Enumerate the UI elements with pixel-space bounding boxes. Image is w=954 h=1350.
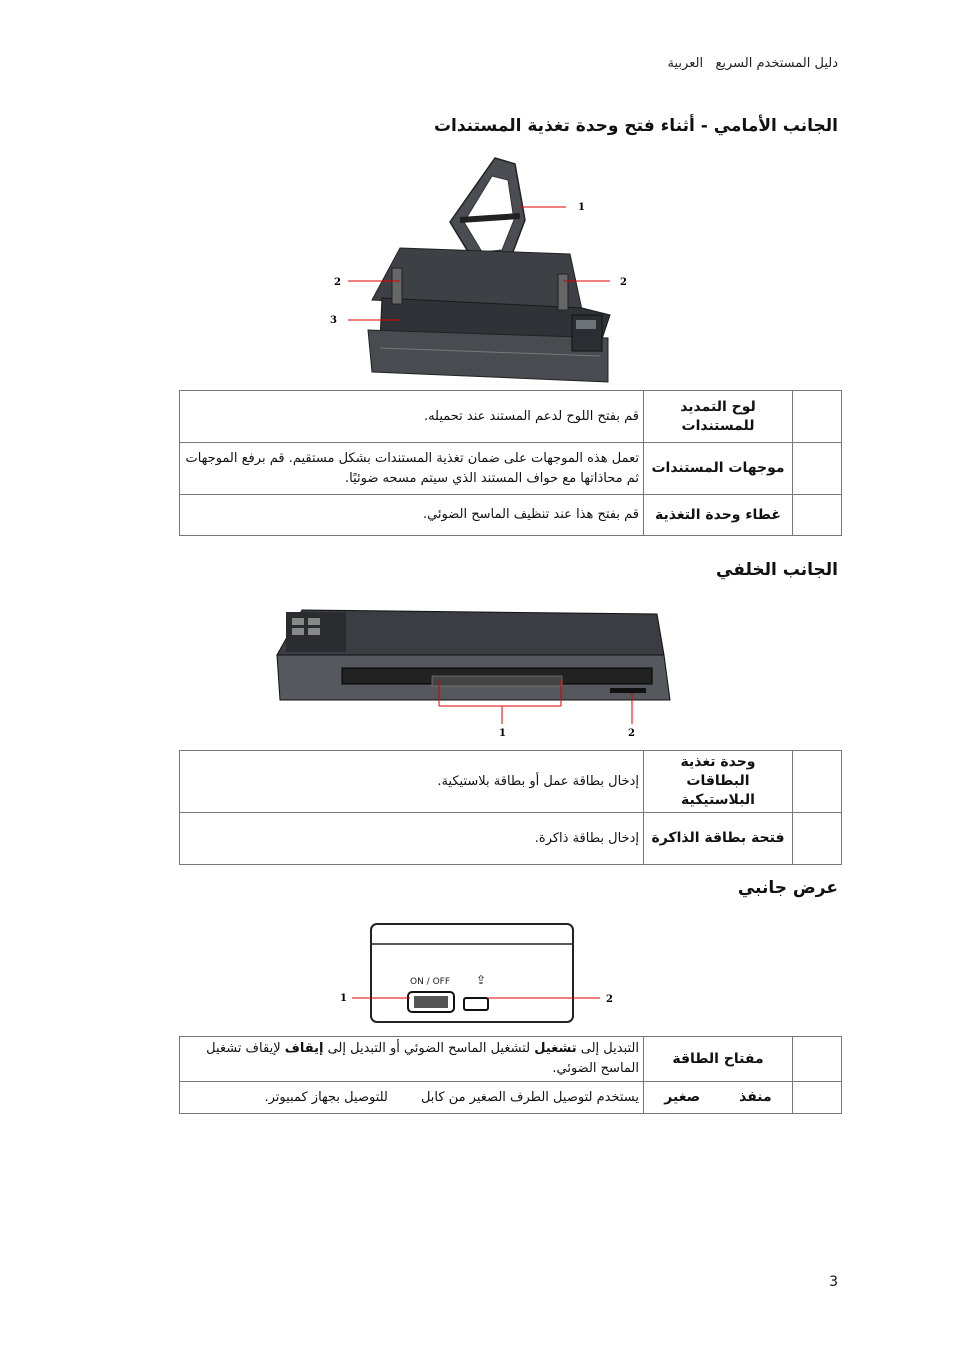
row-blank-cell [793,391,842,443]
table-row [180,443,842,495]
row-blank-cell [793,751,842,813]
table-row [180,1037,842,1082]
section-title-back: الجانب الخلفي [716,560,838,580]
usb-symbol-icon: ⇪ [476,973,487,987]
row-term: وحدة تغذية البطاقات البلاستيكية [644,751,793,813]
power-switch-label: ON / OFF [410,977,451,987]
row-description: قم بفتح اللوح لدعم المستند عند تحميله. [180,391,644,443]
row-blank-cell [793,1082,842,1114]
callout-1-extension: 1 [578,202,585,213]
table-row [180,495,842,536]
table-row [180,813,842,865]
desc-suffix: لإيقاف تشغيل الماسح الضوئي. [206,1041,639,1076]
page-number: 3 [829,1274,838,1290]
row-blank-cell [793,1037,842,1082]
section-title-front: الجانب الأمامي - أثناء فتح وحدة تغذية المستندات [433,116,838,136]
callout-3-cover: 3 [330,315,337,326]
row-term: غطاء وحدة التغذية [644,495,793,536]
table-row [180,1082,842,1114]
callout-2-right-guide: 2 [620,277,627,288]
desc-off: إيقاف [284,1041,324,1056]
callout-1-card-feeder: 1 [499,728,506,739]
row-blank-cell [793,443,842,495]
row-description: إدخال بطاقة ذاكرة. [180,813,644,865]
scanner-front-illustration [320,150,640,390]
section-title-side: عرض جانبي [737,878,838,898]
desc-mid: لتشغيل الماسح الضوئي أو التبديل إلى [323,1041,535,1056]
row-term: لوح التمديد للمستندات [644,391,793,443]
row-description: إدخال بطاقة عمل أو بطاقة بلاستيكية. [180,751,644,813]
desc-prefix: التبديل إلى [576,1041,639,1056]
back-parts-table [179,750,842,865]
front-parts-table [179,390,842,536]
row-description: يستخدم لتوصيل الطرف الصغير من كابل للتوصيل بجهاز كمبيوتر. [180,1082,644,1114]
row-term: منفذ صغير [644,1082,793,1114]
side-parts-table [179,1036,842,1114]
table-row [180,391,842,443]
desc-on: تشغيل [534,1041,577,1056]
callout-2-left-guide: 2 [334,277,341,288]
scanner-side-illustration [330,918,630,1028]
row-term: مفتاح الطاقة [644,1037,793,1082]
running-header: دليل المستخدم السريع العربية [667,56,838,71]
row-description: قم بفتح هذا عند تنظيف الماسح الضوئي. [180,495,644,536]
callout-2-usb-port: 2 [606,994,613,1005]
row-term: موجهات المستندات [644,443,793,495]
callout-2-memory-slot: 2 [628,728,635,739]
row-description [180,1037,644,1082]
row-term: فتحة بطاقة الذاكرة [644,813,793,865]
table-row [180,751,842,813]
scanner-back-illustration [272,600,682,745]
callout-1-power-switch: 1 [340,993,347,1004]
row-blank-cell [793,495,842,536]
row-description: تعمل هذه الموجهات على ضمان تغذية المستندات بشكل مستقيم. قم برفع الموجهات ثم محاذاتها مع حواف المستند الذي سيتم مسحه ضوئيًا. [180,443,644,495]
row-blank-cell [793,813,842,865]
